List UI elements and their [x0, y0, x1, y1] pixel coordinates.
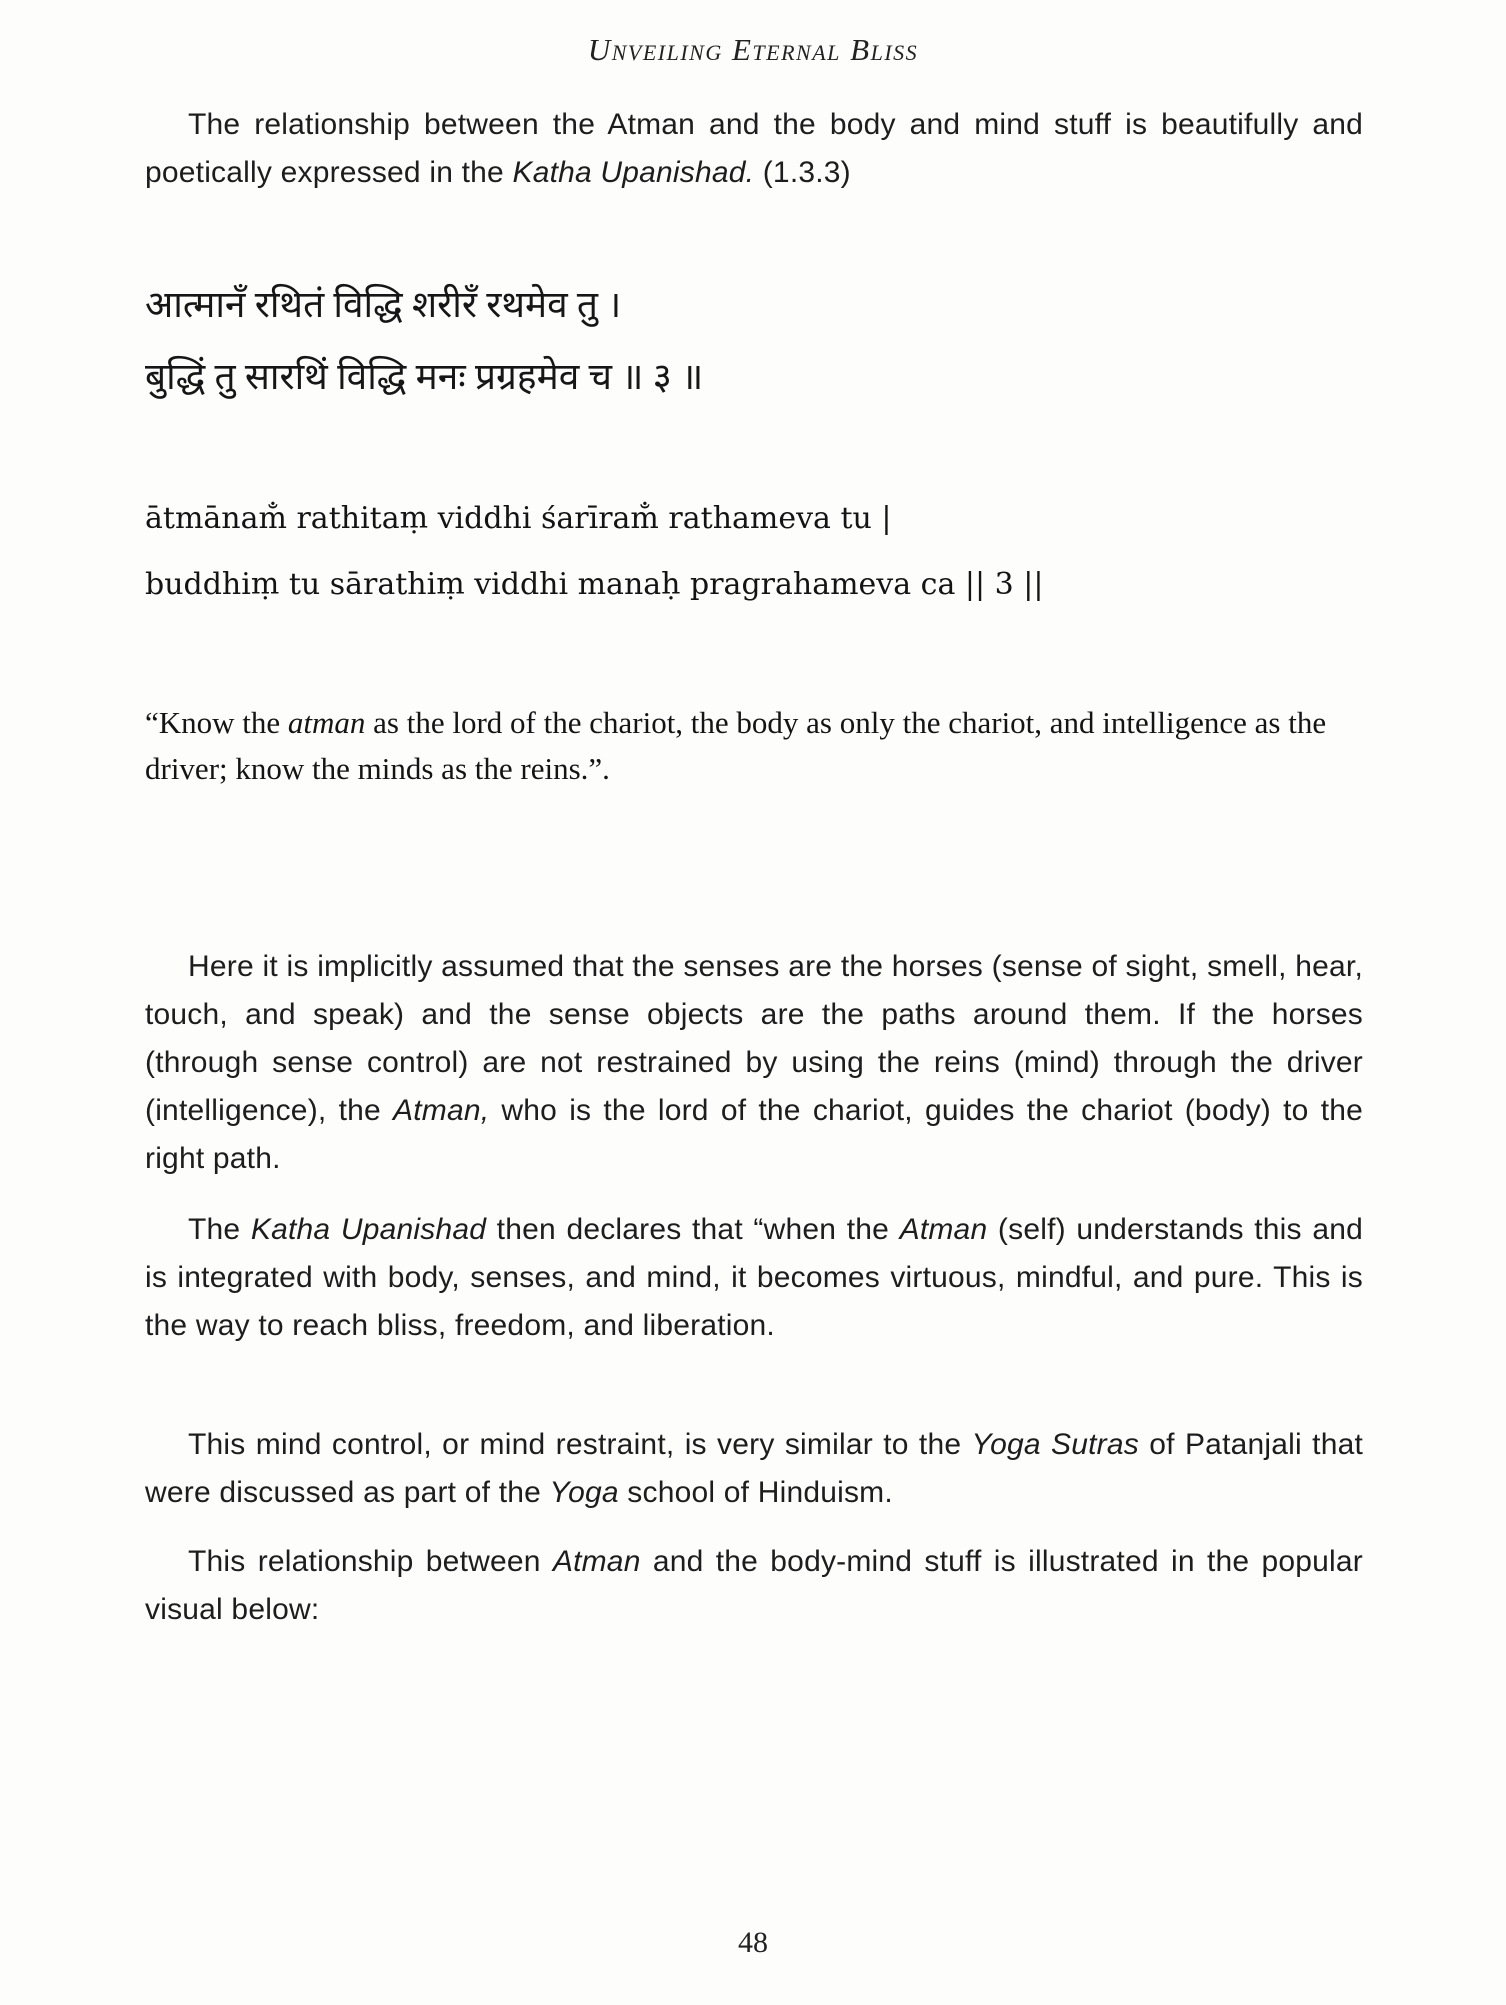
paragraph-intro: The relationship between the Atman and the body and mind stuff is beautifully and poetically expressed in the Katha Upanishad. (1.3.3)	[145, 108, 1363, 189]
verse-translation-quote: “Know the atman as the lord of the chariot, the body as only the chariot, and intelligence as the driver; know the minds as the reins.”.	[145, 705, 1327, 786]
page-number: 48	[738, 1926, 768, 1959]
sanskrit-verse-line-1: आत्मानँ रथितं विद्धि शरीरँ रथमेव तु ।	[145, 285, 622, 326]
transliteration-line-1: ātmānam̐ rathitaṃ viddhi śarīram̐ rathameva tu |	[145, 501, 892, 536]
paragraph-explanation: Here it is implicitly assumed that the senses are the horses (sense of sight, smell, hear, touch, and speak) and the sense objects are the paths around them. If the horses (through sense control) are not restrained by using the reins (mind) through the driver (intelligence), the Atman, who is the lord of the chariot, guides the chariot (body) to the right path.	[145, 950, 1363, 1175]
paragraph-visual-intro: This relationship between Atman and the body-mind stuff is illustrated in the popular visual below:	[145, 1545, 1363, 1626]
paragraph-yoga-sutras: This mind control, or mind restraint, is very similar to the Yoga Sutras of Patanjali that were discussed as part of the Yoga school of Hinduism.	[145, 1428, 1363, 1509]
paragraph-declaration: The Katha Upanishad then declares that “when the Atman (self) understands this and is integrated with body, senses, and mind, it becomes virtuous, mindful, and pure. This is the way to reach bliss, freedom, and liberation.	[145, 1213, 1363, 1342]
sanskrit-verse-line-2: बुद्धिं तु सारथिं विद्धि मनः प्रग्रहमेव च ॥ ३ ॥	[145, 357, 704, 398]
transliteration-line-2: buddhiṃ tu sārathiṃ viddhi manaḥ pragrahameva ca || 3 ||	[145, 567, 1044, 602]
running-header: Unveiling Eternal Bliss	[587, 32, 919, 67]
